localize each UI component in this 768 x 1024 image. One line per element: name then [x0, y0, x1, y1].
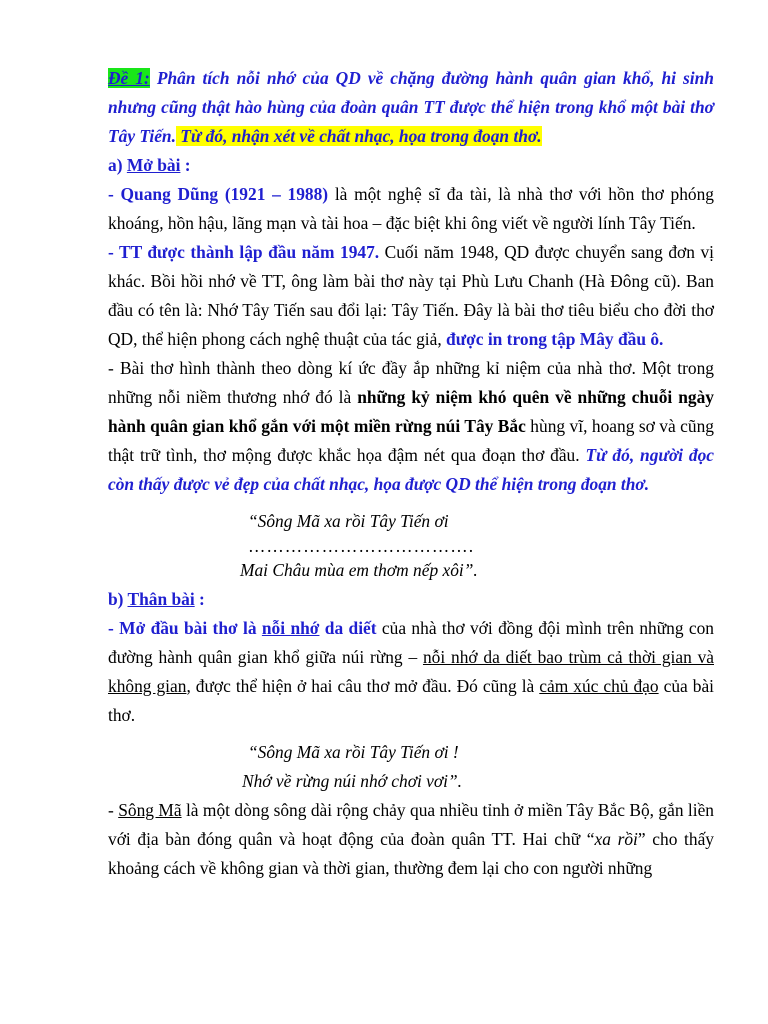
- paragraph-bold: những kỷ niệm khó quên về những chuỗi ngày hành quân gian khổ gắn với một miền rừng núi Tây Bắc: [108, 387, 714, 436]
- title-label: Đề 1:: [108, 68, 150, 88]
- paragraph-underline: nỗi nhớ: [261, 618, 320, 638]
- paragraph-text: Cuối năm 1948, QD được chuyển sang đơn vị khác. Bồi hồi nhớ về TT, ông làm bài thơ này tại Phù Lưu Chanh (Hà Đông cũ). Ban đầu có tên là: Nhớ Tây Tiến sau đổi lại: Tây Tiến. Đây là bài thơ tiêu biểu cho đời thơ QD, thể hiện phong cách nghệ thuật của tác giả,: [108, 242, 714, 349]
- paragraph-text: - Bài thơ hình thành theo dòng kí ức đầy ắp những kỉ niệm của nhà thơ. Một trong những nỗi niềm thương nhớ đó là: [108, 358, 714, 407]
- paragraph-song-ma: [108, 796, 714, 883]
- section-letter: b): [108, 589, 128, 609]
- spacer: [108, 499, 714, 507]
- paragraph-underline: Sông Mã: [118, 800, 182, 820]
- paragraph-lead: - TT được thành lập đầu năm 1947.: [108, 242, 380, 262]
- poem-line: “Sông Mã xa rồi Tây Tiến ơi: [248, 511, 449, 531]
- paragraph-text: hùng vĩ, hoang sơ và cũng thật trữ tình, thơ mộng được khắc họa đậm nét qua đoạn thơ đầu.: [108, 416, 714, 465]
- paragraph-text: của nhà thơ với đồng đội mình trên những con đường hành quân gian khổ giữa núi rừng –: [108, 618, 715, 667]
- paragraph-text: của bài thơ.: [108, 676, 715, 725]
- dash: -: [108, 184, 121, 204]
- poem-line: “Sông Mã xa rồi Tây Tiến ơi !: [248, 742, 459, 762]
- section-heading: Thân bài: [127, 589, 195, 609]
- section-heading-mo-bai: [108, 151, 714, 180]
- paragraph-underline: cảm xúc chủ đạo: [539, 676, 659, 696]
- paragraph-italic: xa rồi: [594, 829, 638, 849]
- paragraph-text: , được thể hiện ở hai câu thơ mở đầu. Đó cũng là: [186, 676, 540, 696]
- paragraph-text: là một dòng sông dài rộng chảy qua nhiều tỉnh ở miền Tây Bắc Bộ, gắn liền với địa bàn đóng quân và hoạt động của đoàn quân TT. Hai chữ “: [108, 800, 714, 849]
- paragraph-opening: [108, 614, 714, 730]
- paragraph-lead: da diết: [319, 618, 377, 638]
- title-text: Phân tích nỗi nhớ của QD về chặng đường hành quân gian khổ, hi sinh nhưng cũng thật hào hùng của đoàn quân TT được thể hiện trong khổ một bài thơ Tây Tiến.: [108, 68, 714, 146]
- section-heading: Mở bài: [126, 155, 181, 175]
- poem-ellipsis: ……………………………….: [248, 536, 475, 556]
- poem-line: Mai Châu mùa em thơm nếp xôi”.: [240, 560, 478, 580]
- paragraph-emphasis: Từ đó, người đọc còn thấy được vẻ đẹp của chất nhạc, họa được QD thể hiện trong đoạn thơ.: [108, 445, 714, 494]
- paragraph-author: [108, 180, 714, 238]
- paragraph-context: [108, 238, 714, 354]
- essay-title: [108, 64, 714, 151]
- spacer: [108, 730, 714, 738]
- paragraph-lead: - Mở đầu bài thơ là: [108, 618, 262, 638]
- poem-line: Nhớ về rừng núi nhớ chơi vơi”.: [242, 771, 463, 791]
- section-letter: a): [108, 155, 127, 175]
- section-colon: :: [180, 155, 191, 175]
- paragraph-theme: [108, 354, 714, 499]
- paragraph-text: ” cho thấy khoảng cách về không gian và thời gian, thường đem lại cho con người những: [108, 829, 714, 878]
- section-colon: :: [194, 589, 205, 609]
- paragraph-underline: nỗi nhớ da diết bao trùm cả thời gian và không gian: [108, 647, 714, 696]
- dash: -: [108, 800, 119, 820]
- paragraph-emphasis: được in trong tập Mây đầu ô.: [446, 329, 664, 349]
- section-heading-than-bai: [108, 585, 714, 614]
- author-name: Quang Dũng (1921 – 1988): [120, 184, 329, 204]
- paragraph-text: là một nghệ sĩ đa tài, là nhà thơ với hồn thơ phóng khoáng, hồn hậu, lãng mạn và tài hoa – đặc biệt khi ông viết về người lính Tây Tiến.: [108, 184, 714, 233]
- title-highlight: Từ đó, nhận xét về chất nhạc, họa trong đoạn thơ.: [175, 126, 542, 146]
